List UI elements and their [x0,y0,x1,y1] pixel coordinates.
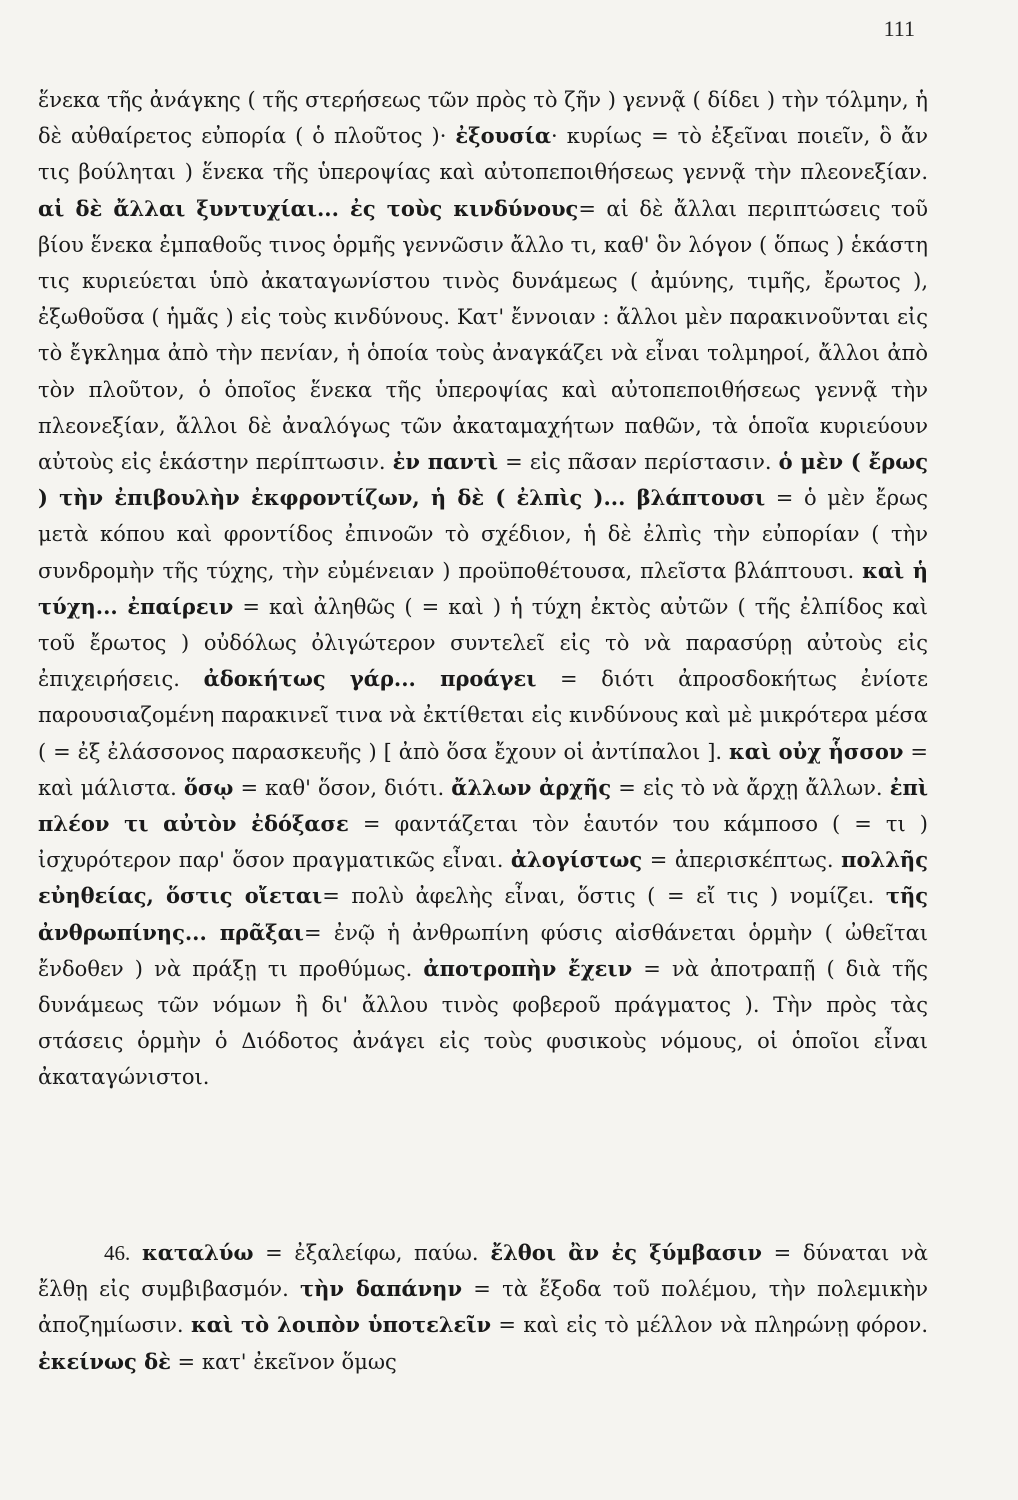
gloss-text: = αἱ δὲ ἄλλαι περιπτώσεις τοῦ βίου ἕνεκα ἐμπαθοῦς τινος ὁρμῆς γεννῶσιν ἄλλο τι, καθ' ὃν λόγον ( ὅπως ) ἑκάστη τις κυριεύεται ὑπὸ ἀκαταγωνίστου τινὸς δυνάμεως ( ἀμύνης, τιμῆς, ἔρωτος ), ἐξωθοῦσα ( ἡμᾶς ) εἰς τοὺς κινδύνους. Κατ' ἔννοιαν : ἄλλοι μὲν παρακινοῦνται εἰς τὸ ἔγκλημα ἀπὸ τὴν πενίαν, ἡ ὁποία τοὺς ἀναγκάζει νὰ εἶναι τολμηροί, ἄλλοι ἀπὸ τὸν πλοῦτον, ὁ ὁποῖος ἕνεκα τῆς ὑπεροψίας καὶ αὐτοπεποιθήσεως γεννᾷ τὴν πλεονεξίαν, ἄλλοι δὲ ἀναλόγως τῶν ἀκαταμαχήτων παθῶν, τὰ ὁποῖα κυριεύουν αὐτοὺς εἰς ἑκάστην περίπτωσιν. [38,196,928,475]
lemma-term: ἀδοκήτως γάρ... προάγει [203,666,537,692]
gloss-text [130,1241,142,1265]
lemma-term: ἀποτροπὴν ἔχειν [423,955,633,981]
lemma-term: καὶ ἡ τύχη... ἐπαίρειν [38,557,929,619]
lemma-term: αἱ δὲ ἄλλαι ξυντυχίαι... ἐς τοὺς κινδύνους [38,195,579,221]
gloss-text: = κατ' ἐκεῖνον ὅμως [170,1349,397,1374]
gloss-text: = πολὺ ἀφελὴς εἶναι, ὅστις ( = εἴ τις ) νομίζει. [322,884,886,909]
lemma-term: ἔλθοι ἂν ἐς ξύμβασιν [490,1240,762,1265]
lemma-term: καὶ οὐχ ἧσσον [729,738,904,764]
gloss-text: = καὶ ἀληθῶς ( = καὶ ) ἡ τύχη ἐκτὸς αὐτῶν ( τῆς ἐλπίδος καὶ τοῦ ἔρωτος ) οὐδόλως ὀλιγώτερον συντελεῖ εἰς τὸ νὰ παρασύρῃ αὐτοὺς εἰς ἐπιχειρήσεις. [38,594,929,692]
gloss-text: = ἀπερισκέπτως. [642,848,842,873]
gloss-text: = εἰς πᾶσαν περίστασιν. [498,450,779,475]
gloss-text: · κυρίως = τὸ ἐξεῖναι ποιεῖν, ὃ ἄν τις βούληται ) ἕνεκα τῆς ὑπεροψίας καὶ αὐτοπεποιθήσεως γεννᾷ τὴν πλεονεξίαν. [38,124,928,185]
lemma-term: ἄλλων ἀρχῆς [451,774,612,800]
gloss-text: = καθ' ὅσον, διότι. [233,775,452,800]
commentary-paragraph-46 [38,1235,928,1380]
lemma-term: καὶ τὸ λοιπὸν ὑποτελεῖν [190,1312,492,1338]
section-number: 46. [104,1241,131,1265]
gloss-text: = φαντάζεται τὸν ἑαυτόν του κάμποσο ( = τι ) ἰσχυρότερον παρ' ὅσον πραγματικῶς εἶναι. [38,812,928,873]
page-number: 111 [883,16,915,41]
lemma-term: καταλύω [141,1240,254,1265]
commentary-paragraph [38,82,928,1096]
gloss-text: = διότι ἀπροσδοκήτως ἐνίοτε παρουσιαζομένη παρακινεῖ τινα νὰ ἐκτίθεται εἰς κινδύνους καὶ μὲ μικρότερα μέσα ( = ἐξ ἐλάσσονος παρασκευῆς ) [ ἀπὸ ὅσα ἔχουν οἱ ἀντίπαλοι ]. [38,667,929,764]
lemma-term: τῆς ἀνθρωπίνης... πρᾶξαι [38,883,928,945]
lemma-term: ἐκείνως δὲ [38,1348,171,1374]
lemma-term: ἐπὶ πλέον τι αὐτὸν ἐδόξασε [38,774,928,837]
gloss-text: = ἐνῷ ἡ ἀνθρωπίνη φύσις αἰσθάνεται ὁρμὴν ( ὠθεῖται ἔνδοθεν ) νὰ πράξῃ τι προθύμως. [38,920,929,981]
lemma-term: ὁ μὲν ( ἔρως ) τὴν ἐπιβουλὴν ἐκφροντίζων, ἡ δὲ ( ἐλπὶς )... βλάπτουσι [38,449,928,511]
gloss-text: = εἰς τὸ νὰ ἄρχῃ ἄλλων. [611,775,890,800]
gloss-text: = δύναται νὰ ἔλθῃ εἰς συμβιβασμόν. [38,1241,928,1302]
gloss-text: = νὰ ἀποτραπῇ ( διὰ τῆς δυνάμεως τῶν νόμων ἢ δι' ἄλλου τινὸς φοβεροῦ πράγματος ). Τὴν πρὸς τὰς στάσεις ὁρμὴν ὁ Διόδοτος ἀνάγει εἰς τοὺς φυσικοὺς νόμους, οἱ ὁποῖοι εἶναι ἀκαταγώνιστοι. [38,956,928,1090]
lemma-term: ἀλογίστως [510,847,643,873]
gloss-text: = καὶ εἰς τὸ μέλλον νὰ πληρώνῃ φόρον. [491,1313,928,1338]
lemma-term: τὴν δαπάνην [300,1276,463,1302]
lemma-term: ἐξουσία [455,123,551,149]
gloss-text: = τὰ ἔξοδα τοῦ πολέμου, τὴν πολεμικὴν ἀποζημίωσιν. [38,1277,929,1338]
lemma-term: ὅσῳ [183,774,234,800]
lemma-term: ἐν παντὶ [392,449,499,475]
lemma-term: πολλῆς εὐηθείας, ὅστις οἴεται [38,847,928,909]
gloss-text: = ὁ μὲν ἔρως μετὰ κόπου καὶ φροντίδος ἐπινοῶν τὸ σχέδιον, ἡ δὲ ἐλπὶς τὴν εὐπορίαν ( τὴν συνδρομὴν τῆς τύχης, τὴν εὐμένειαν ) προϋποθέτουσα, πλεῖστα βλάπτουσι. [38,486,928,583]
gloss-text: = καὶ μάλιστα. [38,739,928,800]
gloss-text: = ἐξαλείφω, παύω. [253,1241,491,1265]
gloss-text: ἕνεκα τῆς ἀνάγκης ( τῆς στερήσεως τῶν πρὸς τὸ ζῆν ) γεννᾷ ( δίδει ) τὴν τόλμην, ἡ δὲ αὐθαίρετος εὐπορία ( ὁ πλοῦτος )· [38,88,928,149]
